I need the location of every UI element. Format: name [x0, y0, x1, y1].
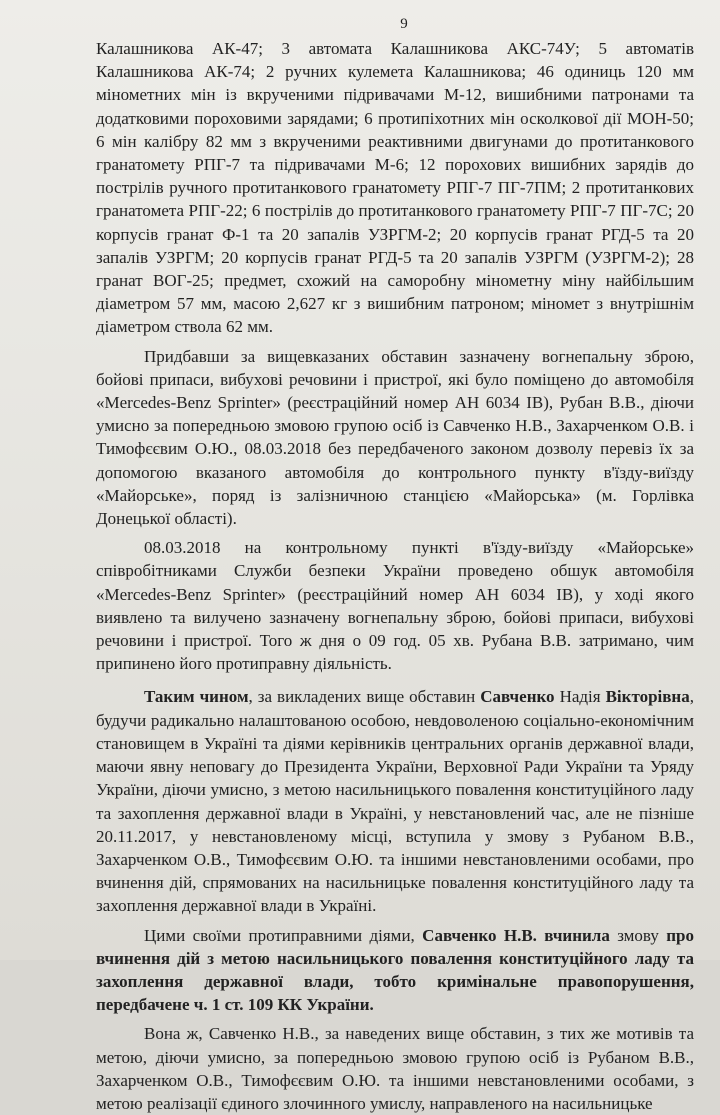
- bold-run: Таким чином: [144, 687, 249, 707]
- text-run: Придбавши за вищевказаних обставин зазначену вогнепальну зброю, бойові припаси, вибухові речовини і пристрої, які було поміщено до автомобіля «Mercedes-Benz Sprinter» (реєстраційний номер АН 6034 IB), Рубан В.В., діючи умисно за попередньою змовою групою осіб із Савченко Н.В., Захарченком О.В. і Тимофєєвим О.Ю., 08.03.2018 без передбаченого законом дозволу перевіз їх за допомогою вказаного автомобіля до контрольного пункту в'їзду-виїзду «Майорське», поряд із залізничною станцією «Майорська» (м. Горлівка Донецької області).: [96, 346, 694, 529]
- paragraph-qualification: [96, 924, 694, 1017]
- paragraph-transport: [96, 345, 694, 531]
- text-run: Цими своїми протиправними діями,: [144, 925, 423, 945]
- bold-run: Савченко Н.В. вчинила: [422, 925, 610, 945]
- paragraph-continuation: [96, 1022, 694, 1115]
- bold-run: Савченко: [480, 687, 555, 707]
- page-number: 9: [400, 16, 408, 32]
- paragraph-search: [96, 536, 694, 675]
- text-run: Надія: [554, 687, 606, 707]
- paragraph-conclusion: [96, 685, 694, 917]
- bold-run: Вікторівна: [605, 687, 690, 707]
- text-run: Калашникова АК-47; 3 автомата Калашникова АКС-74У; 5 автоматів Калашникова АК-74; 2 ручних кулемета Калашникова; 46 одиниць 120 мм мінометних мін із вкрученими підривачами М-12, вишибними патронами та додатковими пороховими зарядами; 6 протипіхотних мін осколкової дії МОН-50; 6 мін калібру 82 мм з вкрученими реактивними двигунами до протитанкового гранатомету РПГ-7 та підривачами М-6; 12 порохових вишибних зарядів до пострілів ручного протитанкового гранатомету РПГ-7 ПГ-7ПМ; 2 протитанкових гранатомета РПГ-22; 6 пострілів до протитанкового гранатомету РПГ-7 ПГ-7С; 20 корпусів гранат Ф-1 та 20 запалів УЗРГМ-2; 20 корпусів гранат РГД-5 та 20 запалів УЗРГМ; 20 корпусів гранат РГД-5 та 20 запалів УЗРГМ (УЗРГМ-2); 28 гранат ВОГ-25; предмет, схожий на саморобну мінометну міну найбільшим діаметром 57 мм, масою 2,627 кг з вишибним патроном; міномет з внутрішнім діаметром ствола 62 мм.: [96, 39, 694, 337]
- bold-run: про вчинення дій з метою насильницького повалення конституційного ладу та захоплення державної влади, тобто кримінальне правопорушення, передбачене ч. 1 ст. 109 КК України.: [96, 925, 694, 1015]
- text-run: 08.03.2018 на контрольному пункті в'їзду-виїзду «Майорське» співробітниками Служби безпеки України проведено обшук автомобіля «Mercedes-Benz Sprinter» (реєстраційний номер АН 6034 IB), у ході якого виявлено та вилучено зазначену вогнепальну зброю, бойові припаси, вибухові речовини і пристрої. Того ж дня о 09 год. 05 хв. Рубана В.В. затримано, чим припинено його протиправну діяльність.: [96, 538, 694, 674]
- text-run: Вона ж, Савченко Н.В., за наведених вище обставин, з тих же мотивів та метою, діючи умисно, за попередньою змовою групою осіб із Рубаном В.В., Захарченком О.В., Тимофєєвим О.Ю. та іншими невстановленими особами, з метою реалізації єдиного злочинного умислу, направленого на насильницьке: [96, 1024, 694, 1113]
- text-run: , за викладених вище обставин: [248, 687, 481, 707]
- text-run: , будучи радикально налаштованою особою, невдоволеною соціально-економічним становищем в Україні та діями керівників центральних органів державної влади, маючи явну неповагу до Президента України, Верховної Ради України та Уряду України, діючи умисно, з метою насильницького повалення конституційного ладу та захоплення державної влади в Україні, у невстановлений час, але не пізніше 20.11.2017, у невстановленому місці, вступила у змову з Рубаном В.В., Захарченком О.В., Тимофєєвим О.Ю. та іншими невстановленими особами, про вчинення дій, спрямованих на насильницьке повалення конституційного ладу та захоплення державної влади в Україні.: [96, 687, 694, 916]
- text-run: змову: [609, 925, 667, 945]
- paragraph-weapons-list: [96, 37, 694, 339]
